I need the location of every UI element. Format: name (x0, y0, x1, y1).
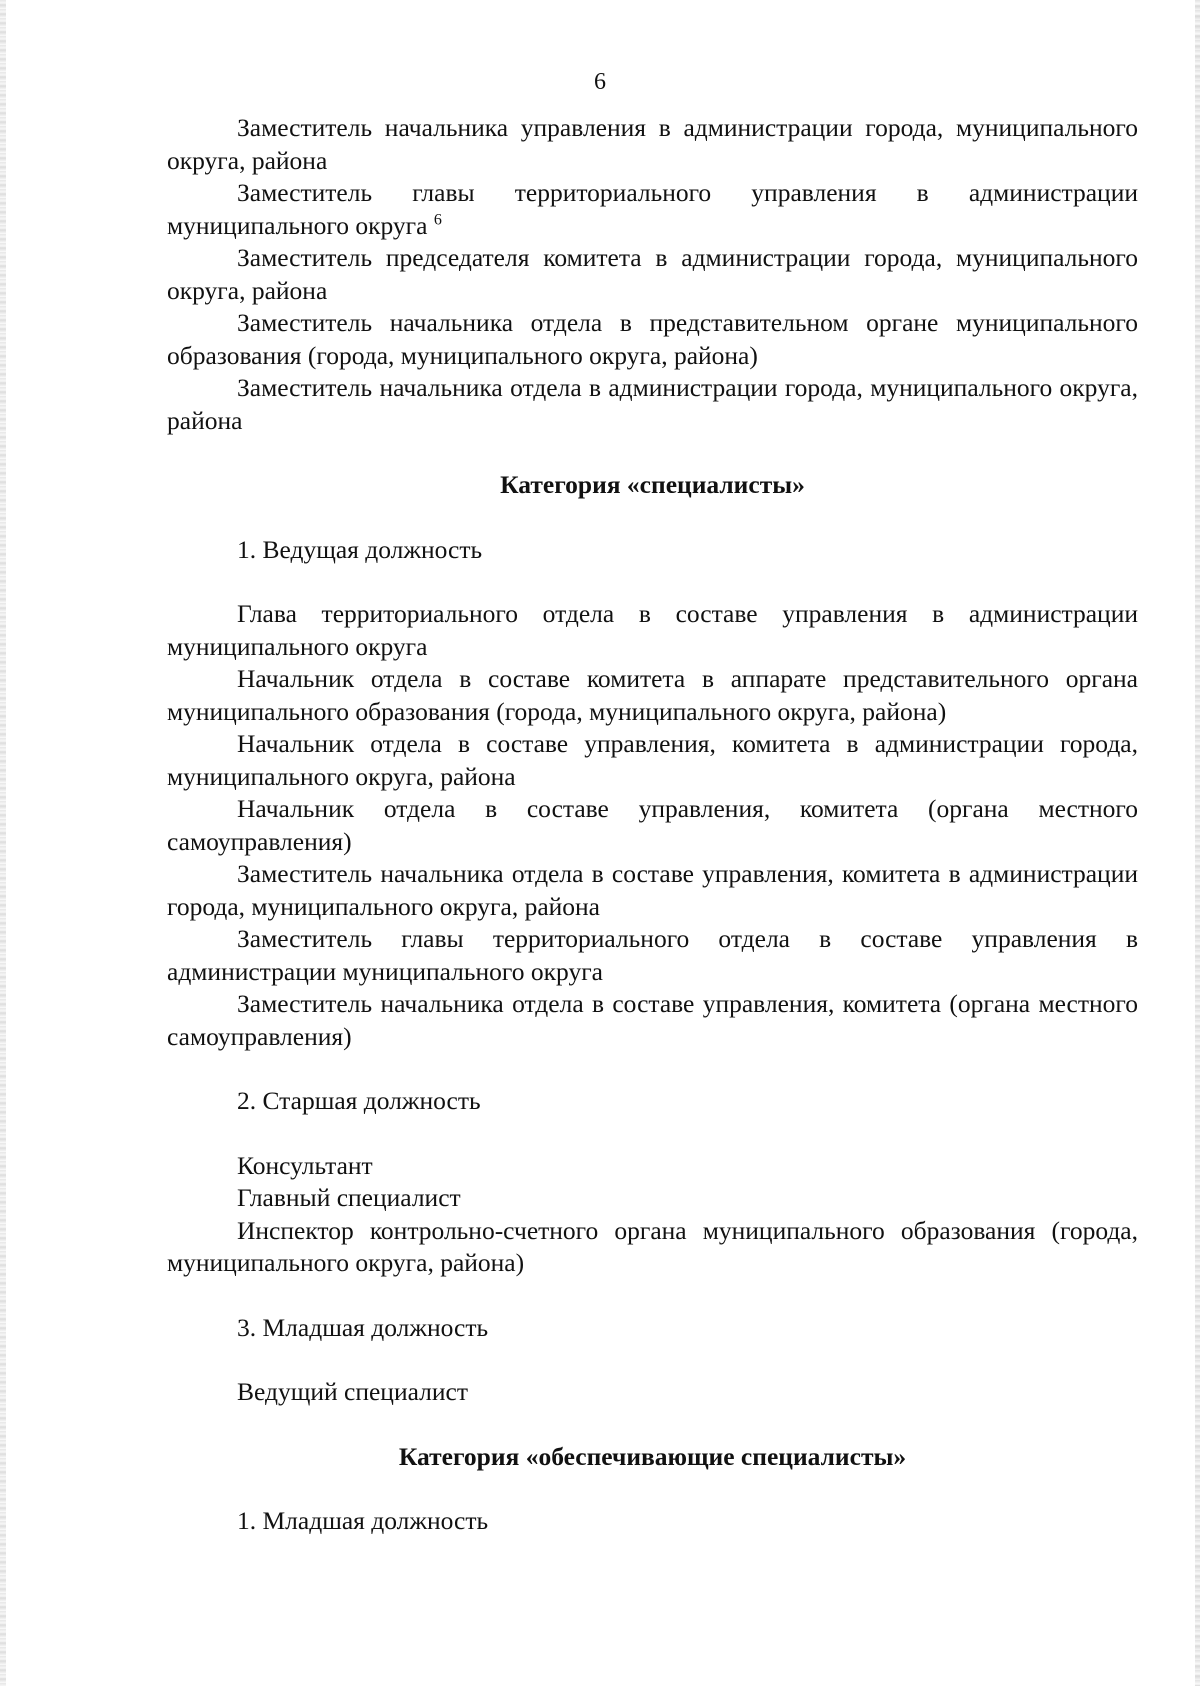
category-heading-specialists: Категория «специалисты» (500, 470, 805, 499)
intro-item (167, 177, 1138, 242)
position-item: Консультант (237, 1150, 373, 1180)
position-level-heading-support-junior: 1. Младшая должность (237, 1506, 489, 1535)
spacer (167, 1118, 1138, 1150)
position-item: Ведущий специалист (237, 1377, 468, 1406)
intro-item: Заместитель начальника отдела в представительном органе муниципального образования (города, муниципального округа, района) (167, 308, 1138, 370)
spacer (167, 1473, 1138, 1505)
position-item: Начальник отдела в составе управления, комитета в администрации города, муниципального округа, района (167, 729, 1138, 791)
category-heading-support: Категория «обеспечивающие специалисты» (398, 1441, 907, 1471)
intro-item: Заместитель председателя комитета в администрации города, муниципального округа, района (167, 243, 1138, 305)
position-item: Начальник отдела в составе комитета в аппарате представительного органа муниципального образования (города, муниципального округа, района) (167, 664, 1138, 726)
position-item: Заместитель начальника отдела в составе управления, комитета в администрации города, муниципального округа, района (167, 859, 1138, 921)
intro-item-text: Заместитель главы территориального управления в администрации муниципального округа (167, 178, 1138, 240)
spacer (167, 1053, 1138, 1085)
page-number: 6 (594, 69, 606, 95)
position-item: Глава территориального отдела в составе управления в администрации муниципального округа (167, 599, 1138, 661)
intro-item: Заместитель начальника управления в администрации города, муниципального округа, района (167, 113, 1138, 175)
spacer (167, 1280, 1138, 1312)
spacer (167, 1409, 1138, 1441)
footnote-reference: 6 (433, 211, 442, 228)
position-level-heading-junior: 3. Младшая должность (237, 1312, 489, 1342)
spacer (167, 566, 1138, 598)
position-item: Главный специалист (237, 1183, 461, 1212)
spacer (167, 1344, 1138, 1376)
position-item: Заместитель начальника отдела в составе управления, комитета (органа местного самоуправления) (167, 989, 1138, 1051)
spacer (167, 502, 1138, 534)
position-level-heading-leading: 1. Ведущая должность (237, 534, 483, 564)
spacer (167, 437, 1138, 469)
position-level-heading-senior: 2. Старшая должность (237, 1086, 481, 1115)
intro-item: Заместитель начальника отдела в администрации города, муниципального округа, района (167, 373, 1138, 435)
position-item: Заместитель главы территориального отдела в составе управления в администрации муниципального округа (167, 924, 1138, 986)
scan-edge-left (0, 0, 6, 1686)
position-item: Инспектор контрольно-счетного органа муниципального образования (города, муниципального округа, района) (167, 1215, 1138, 1277)
document-body (167, 112, 1138, 1538)
scan-edge-right (1195, 0, 1200, 1686)
position-item: Начальник отдела в составе управления, комитета (органа местного самоуправления) (167, 794, 1138, 856)
